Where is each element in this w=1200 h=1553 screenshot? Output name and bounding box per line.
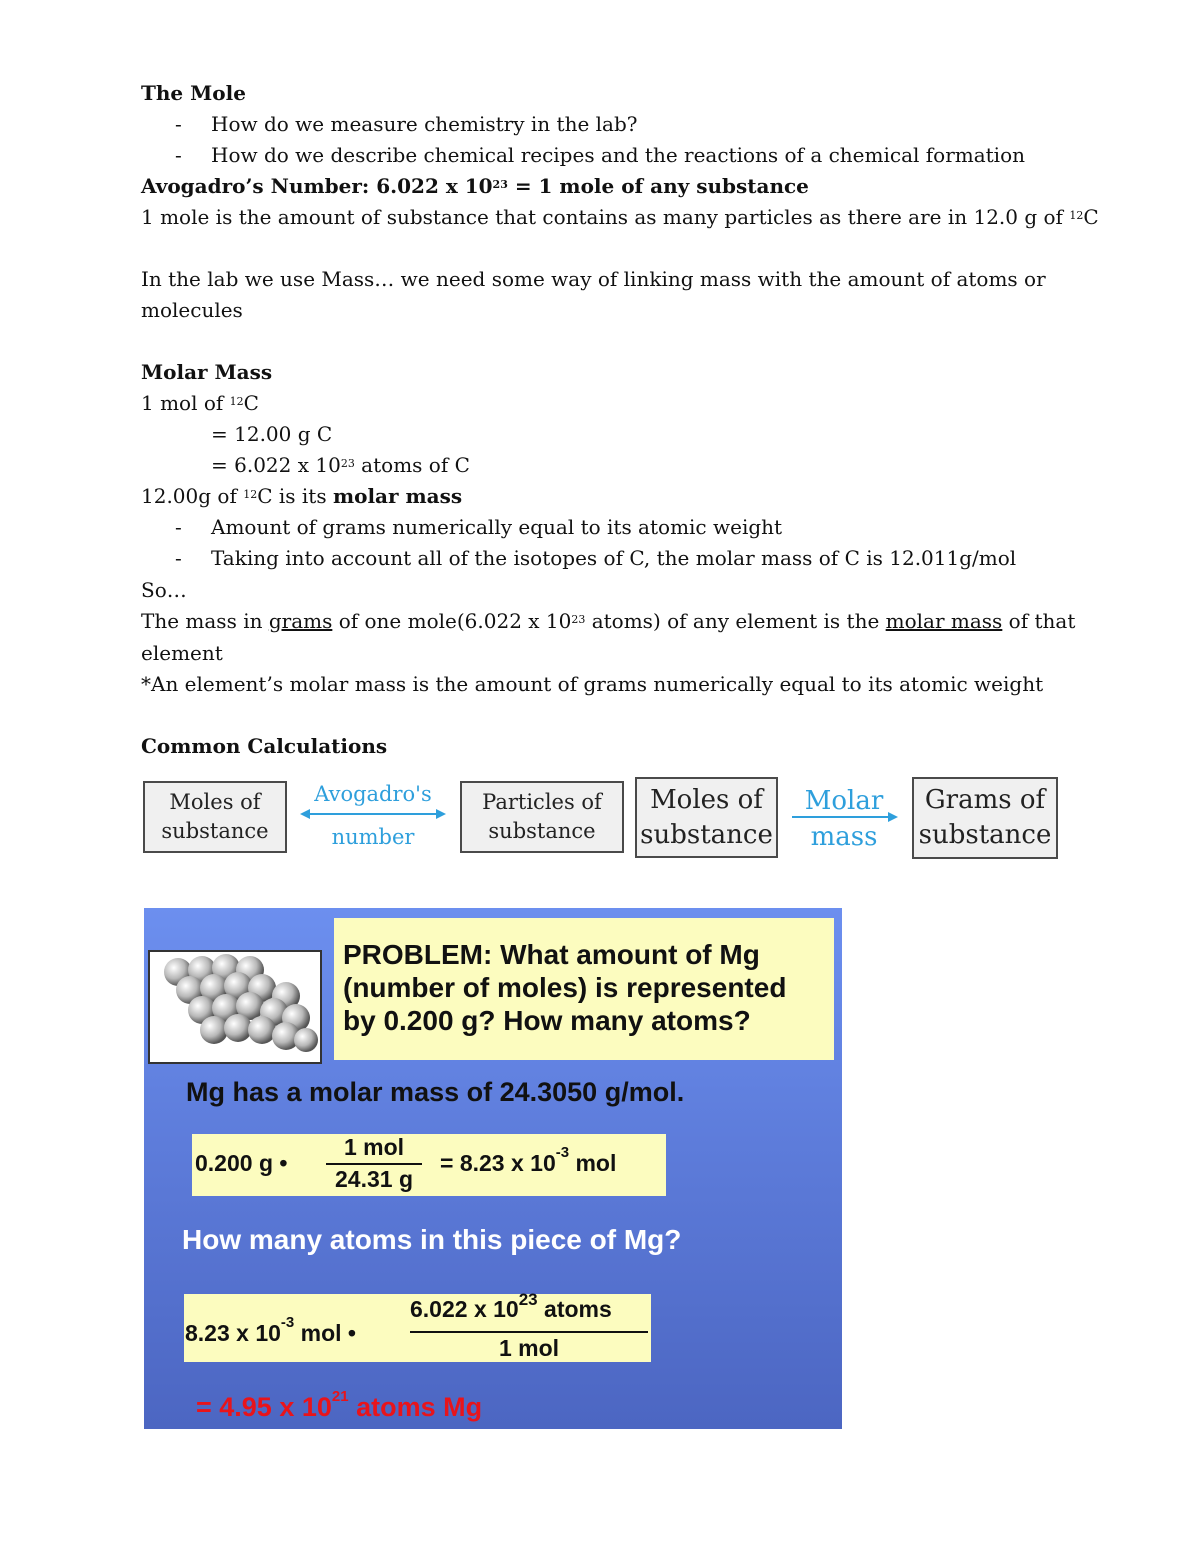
- mg-atoms-image: [148, 950, 322, 1064]
- mg-problem-slide: [144, 908, 842, 1429]
- molar-mass-line-1: 1 mol of $^{12}$C: [141, 391, 259, 415]
- fraction-bar: [326, 1163, 422, 1165]
- flow-box-grams-of-substance: Grams of substance: [912, 777, 1058, 859]
- mass-in-grams-line-2: element: [141, 641, 223, 665]
- mole-definition: 1 mole is the amount of substance that contains as many particles as there are in 12.0 g of $^{12}$C: [141, 205, 1099, 229]
- problem-box: PROBLEM: What amount of Mg (number of moles) is represented by 0.200 g? How many atoms?: [334, 918, 834, 1060]
- molar-mass-definition: 12.00g of $^{12}$C is its molar mass: [141, 484, 463, 508]
- intro-bullet-2: How do we describe chemical recipes and the reactions of a chemical formation: [211, 143, 1026, 167]
- atom-spheres-icon: [150, 952, 320, 1062]
- so-line: So…: [141, 578, 187, 602]
- flow-box-particles-of-substance: Particles of substance: [460, 781, 624, 853]
- answer-line: = 4.95 x $10^{21}$ atoms Mg: [196, 1388, 483, 1422]
- section-title-the-mole: The Mole: [141, 81, 246, 105]
- molar-mass-bullet-1: Amount of grams numerically equal to its atomic weight: [211, 515, 783, 539]
- molar-mass-eq-2: = 6.022 x $10^{23}$ atoms of C: [211, 453, 470, 477]
- flow-box-moles-of-substance: Moles of substance: [143, 781, 287, 853]
- flow-box-moles-of-substance-2: Moles of substance: [635, 777, 778, 858]
- fraction-bar: [410, 1331, 648, 1333]
- molar-mass-note: *An element’s molar mass is the amount of grams numerically equal to its atomic weight: [141, 672, 1044, 696]
- calc-box-1: 0.200 g • 1 mol 24.31 g = 8.23 x $10^{-3}$ mol: [192, 1134, 666, 1196]
- section-title-common-calculations: Common Calculations: [141, 734, 388, 758]
- lab-mass-line-1: In the lab we use Mass… we need some way of linking mass with the amount of atoms or: [141, 267, 1046, 291]
- lab-mass-line-2: molecules: [141, 298, 243, 322]
- bullet-dash: -: [175, 112, 182, 136]
- question-atoms: How many atoms in this piece of Mg?: [182, 1224, 682, 1255]
- avogadro-number-line: Avogadro’s Number: 6.022 x $10^{23} = 1$ mole of any substance: [141, 174, 809, 198]
- bullet-dash: -: [175, 143, 182, 167]
- bullet-dash: -: [175, 546, 182, 570]
- calc-box-2: 8.23 x $10^{-3}$ mol • 6.022 x $10^{23}$ atoms 1 mol: [184, 1294, 651, 1362]
- bullet-dash: -: [175, 515, 182, 539]
- molar-mass-bullet-2: Taking into account all of the isotopes of C, the molar mass of C is 12.011g/mol: [211, 546, 1017, 570]
- arrow-label-molar-mass: Molar mass: [790, 786, 898, 852]
- molar-mass-statement: Mg has a molar mass of 24.3050 g/mol.: [186, 1077, 685, 1107]
- arrow-label-avogadro-number: Avogadro's number: [300, 782, 446, 849]
- double-arrow-icon: [300, 806, 446, 822]
- molar-mass-eq-1: = 12.00 g C: [211, 422, 333, 446]
- intro-bullet-1: How do we measure chemistry in the lab?: [211, 112, 638, 136]
- mass-in-grams-line-1: The mass in grams of one mole(6.022 x $10^{23}$ atoms) of any element is the molar mass of that: [141, 609, 1076, 633]
- section-title-molar-mass: Molar Mass: [141, 360, 273, 384]
